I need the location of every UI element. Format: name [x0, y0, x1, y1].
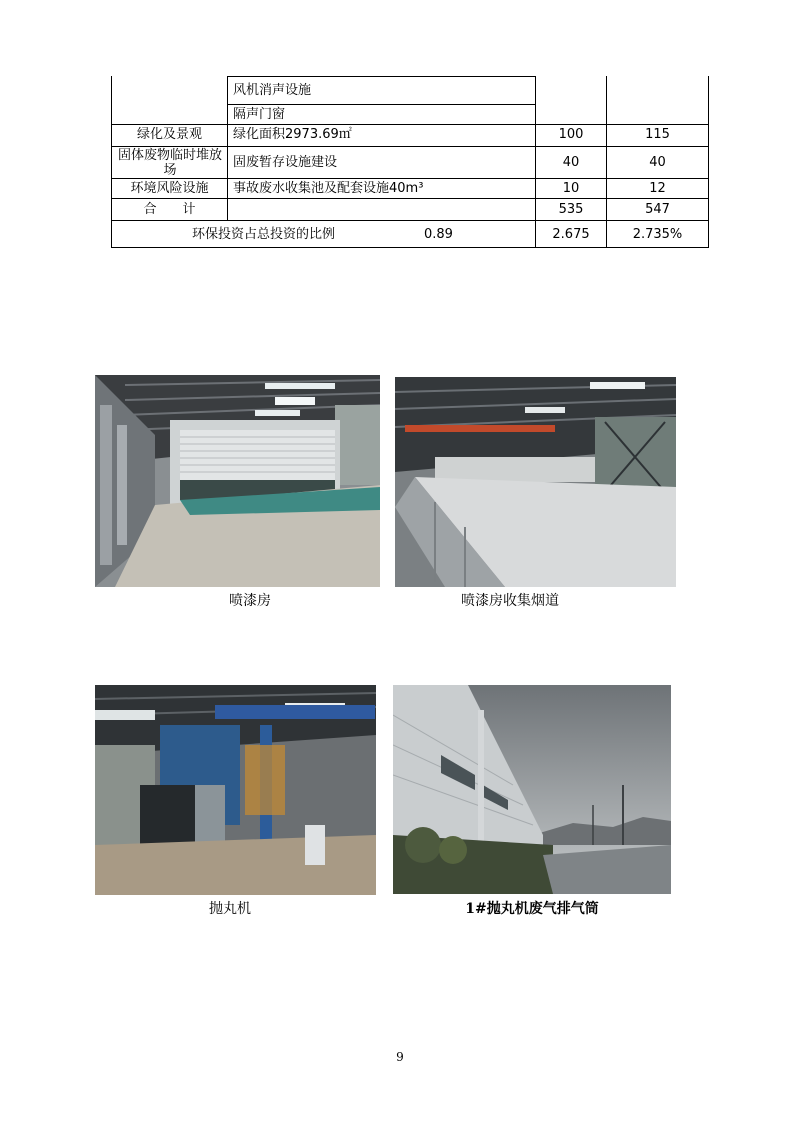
table-cell-planned: 535 — [558, 202, 584, 217]
photo-exhaust-duct — [395, 377, 676, 587]
photo-exhaust-stack — [393, 685, 671, 894]
ratio-value: 0.89 — [424, 227, 453, 242]
table-cell-measure: 绿化面积2973.69㎡ — [233, 127, 352, 142]
photo-caption: 喷漆房收集烟道 — [461, 593, 559, 609]
table-cell-category: 固体废物临时堆放场 — [117, 148, 222, 178]
table-cell-category: 环境风险设施 — [130, 181, 209, 196]
photo-caption: 抛丸机 — [209, 901, 251, 917]
table-cell-measure: 隔声门窗 — [233, 107, 286, 122]
table-cell-actual: 547 — [645, 202, 670, 217]
photo-shot-blaster — [95, 685, 376, 895]
table-cell-actual: 40 — [649, 155, 666, 170]
table-cell-category: 合 计 — [143, 202, 196, 217]
table-cell-actual: 115 — [645, 127, 670, 142]
table-cell-measure: 风机消声设施 — [233, 83, 312, 98]
table-cell-planned: 100 — [558, 127, 584, 142]
table-cell-planned: 10 — [562, 181, 580, 196]
table-cell-planned: 40 — [562, 155, 580, 170]
ratio-planned: 2.675 — [552, 227, 590, 242]
table-cell-measure: 事故废水收集池及配套设施40m³ — [233, 181, 424, 196]
table-cell-measure: 固废暂存设施建设 — [233, 155, 338, 170]
ratio-label: 环保投资占总投资的比例 — [192, 227, 336, 242]
ratio-actual: 2.735% — [632, 227, 683, 242]
table-cell-category: 绿化及景观 — [136, 127, 202, 142]
page-number: 9 — [396, 1050, 404, 1064]
photo-caption: 1#抛丸机废气排气筒 — [465, 901, 599, 917]
photo-caption: 喷漆房 — [229, 593, 271, 609]
table-cell-actual: 12 — [649, 181, 666, 196]
photo-spray-booth — [95, 375, 380, 587]
